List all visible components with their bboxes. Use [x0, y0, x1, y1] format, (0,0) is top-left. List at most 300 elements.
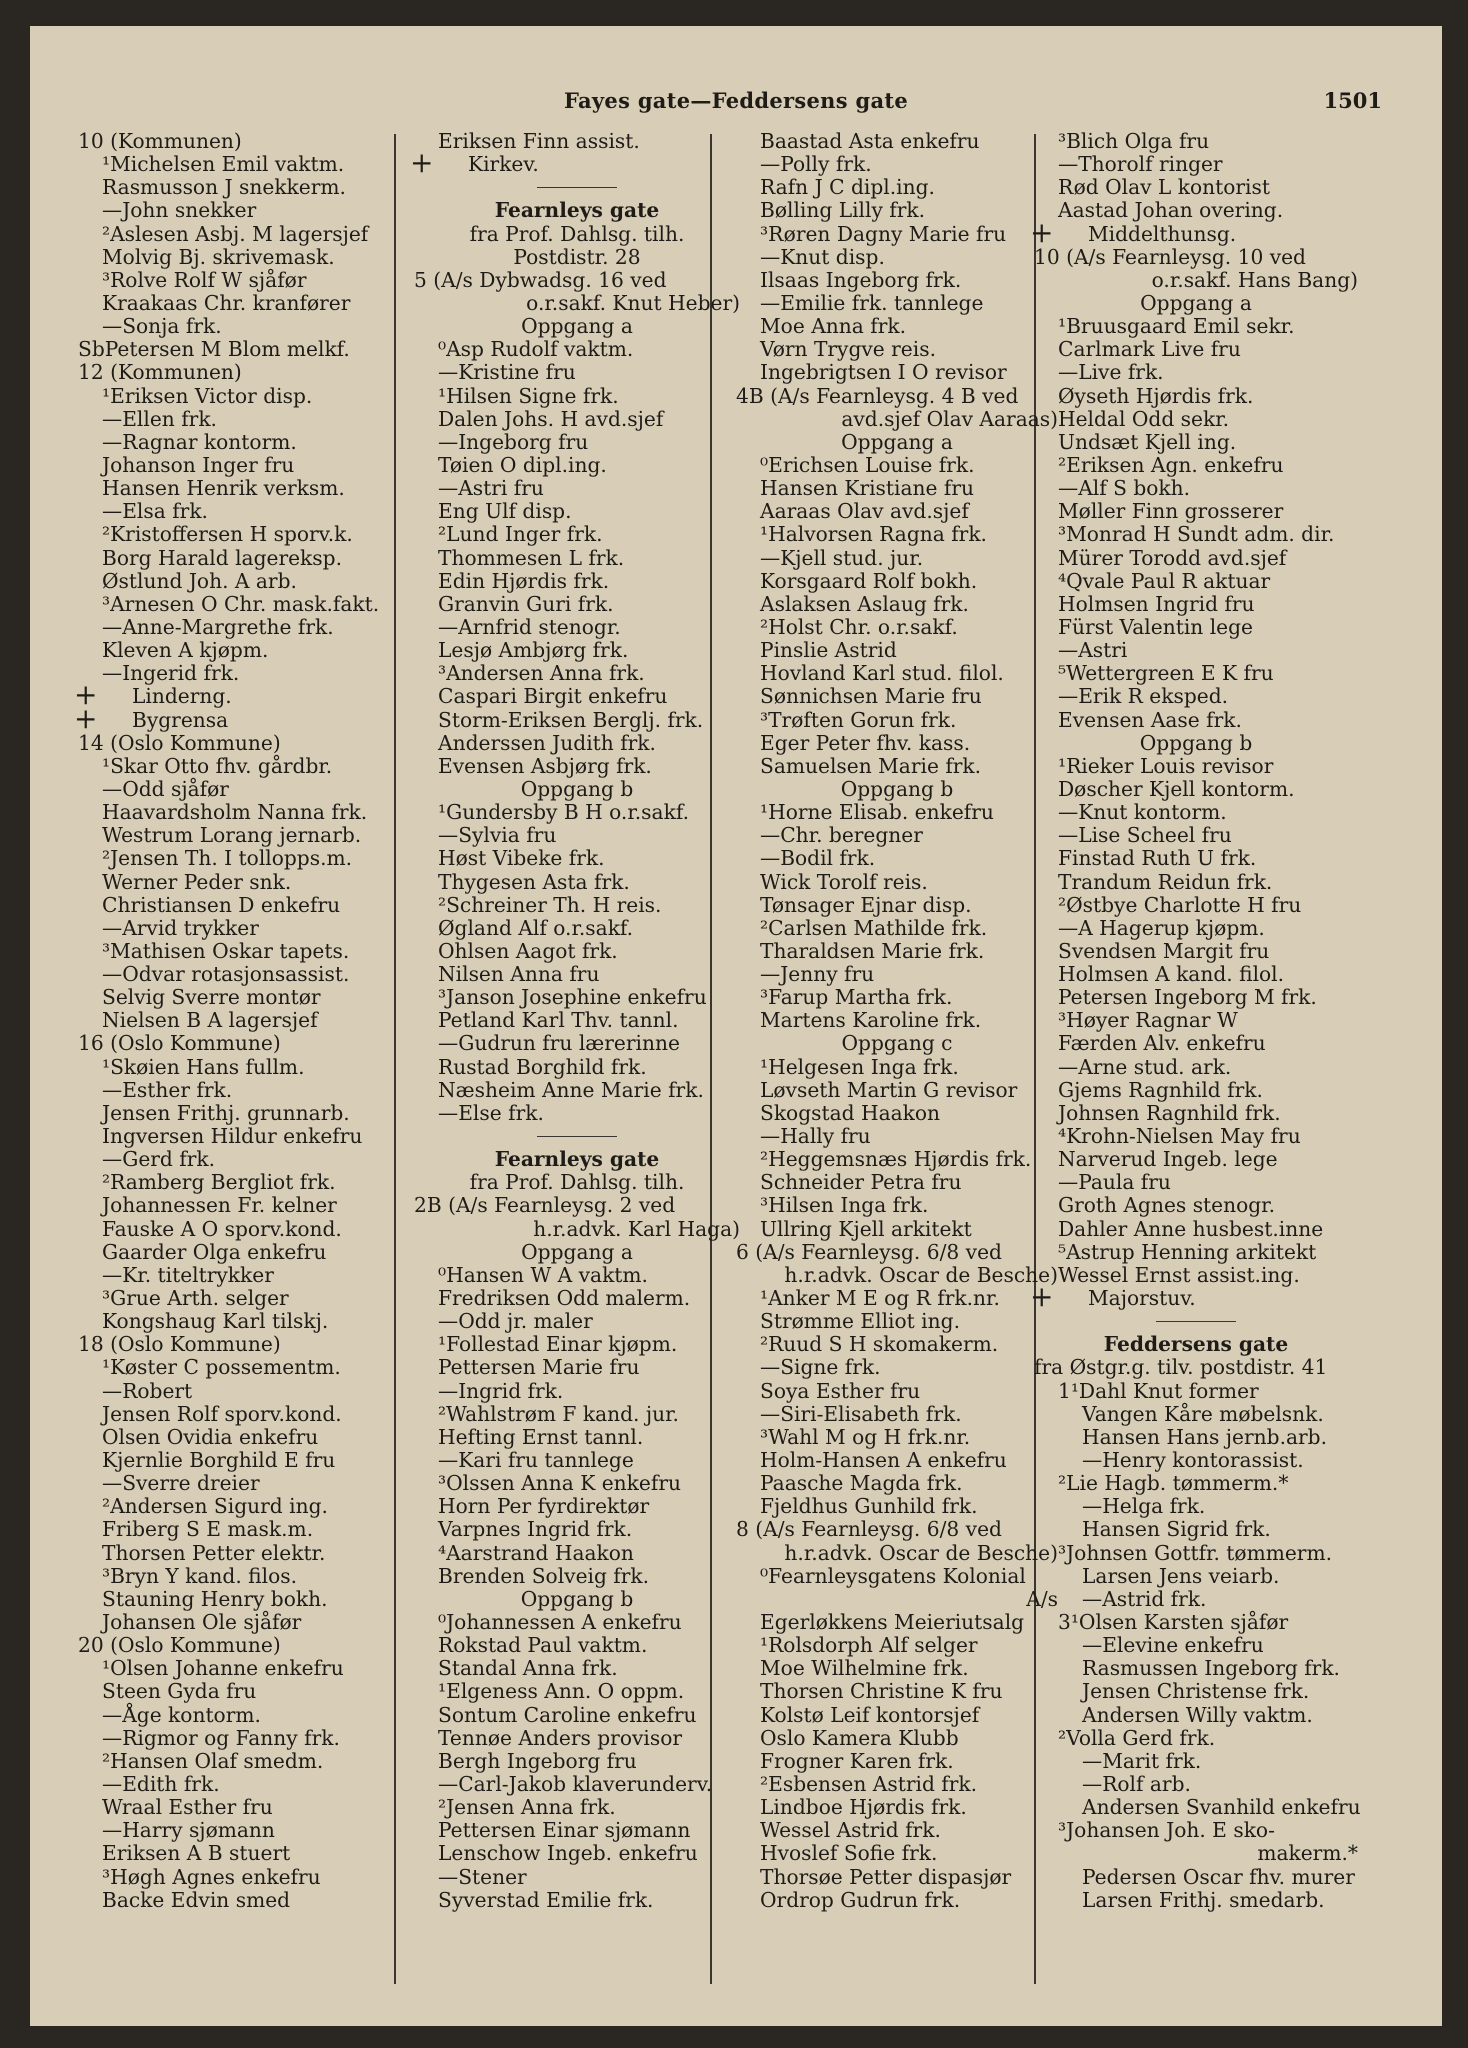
page-title: Fayes gate—Feddersens gate [563, 88, 909, 113]
directory-line: 4B (A/s Fearnleysg. 4 B ved [736, 383, 1019, 408]
directory-line: Brenden Solveig frk. [438, 1563, 650, 1588]
directory-line: Wraal Esther fru [102, 1795, 273, 1820]
directory-line: ¹Elgeness Ann. O oppm. [438, 1679, 685, 1704]
directory-line: Frogner Karen frk. [760, 1748, 954, 1773]
directory-line: ¹Gundersby B H o.r.sakf. [438, 800, 689, 825]
directory-line: Heldal Odd sekr. [1058, 406, 1230, 431]
directory-line: —Harry sjømann [102, 1818, 275, 1843]
directory-line: Ingebrigtsen I O revisor [760, 360, 1007, 385]
directory-line: ¹Helgesen Inga frk. [760, 1054, 959, 1079]
directory-line: Rokstad Paul vaktm. [438, 1633, 648, 1658]
directory-line: —Åge kontorm. [102, 1702, 261, 1727]
directory-line: ¹Anker M E og R frk.nr. [760, 1286, 1000, 1311]
directory-line: Horn Per fyrdirektør [438, 1494, 650, 1519]
directory-line: Ullring Kjell arkitekt [760, 1216, 972, 1241]
directory-line: Østlund Joh. A arb. [102, 568, 297, 593]
directory-line: —Rolf arb. [1082, 1771, 1191, 1796]
directory-line: Tønsager Ejnar disp. [760, 892, 972, 917]
directory-line: 2B (A/s Fearnleysg. 2 ved [414, 1193, 676, 1218]
directory-line: —Robert [102, 1378, 193, 1403]
directory-line: Tennøe Anders provisor [438, 1725, 682, 1750]
directory-line: Jensen Rolf sporv.kond. [102, 1401, 342, 1426]
directory-line: ²Lie Hagb. tømmerm.* [1058, 1471, 1289, 1496]
directory-line: Werner Peder snk. [102, 869, 292, 894]
directory-line: ³Blich Olga fru [1058, 129, 1210, 153]
directory-line: h.r.advk. Karl Haga) [533, 1216, 740, 1241]
directory-line: ⁴Aarstrand Haakon [438, 1540, 634, 1565]
directory-line: Backe Edvin smed [102, 1887, 291, 1912]
directory-line: Dahler Anne husbest.inne [1058, 1216, 1324, 1241]
directory-line: Christiansen D enkefru [102, 892, 341, 917]
directory-line: Ohlsen Aagot frk. [438, 938, 618, 963]
directory-line: —Ingerid frk. [102, 661, 240, 686]
directory-line: ³Johnsen Gottfr. tømmerm. [1058, 1540, 1333, 1565]
directory-line: Haavardsholm Nanna frk. [102, 800, 368, 825]
directory-line: Aastad Johan overing. [1058, 198, 1284, 223]
directory-line: 18 (Oslo Kommune) [78, 1332, 281, 1357]
directory-line: Storm-Eriksen Berglj. frk. [438, 707, 704, 732]
directory-line: 12 (Kommunen) [78, 360, 242, 385]
directory-line: —Sonja frk. [102, 314, 222, 339]
directory-line: Egerløkkens Meieriutsalg [760, 1610, 1025, 1634]
directory-line: Løvseth Martin G revisor [760, 1077, 1018, 1102]
directory-line: —Arnfrid stenogr. [438, 614, 621, 639]
directory-line: Larsen Frithj. smedarb. [1082, 1887, 1325, 1912]
directory-line: —Elsa frk. [102, 499, 208, 524]
column-2 [410, 129, 740, 1912]
subheading: Oppgang b [520, 1586, 634, 1611]
directory-line: ³Trøften Gorun frk. [760, 707, 957, 732]
directory-line: —Rigmor og Fanny frk. [102, 1725, 340, 1750]
cross-street-name: Majorstuv. [1088, 1286, 1196, 1311]
directory-line: —Erik R eksped. [1058, 684, 1229, 709]
directory-line: Bølling Lilly frk. [760, 198, 926, 223]
directory-line: Johanson Inger fru [102, 452, 295, 477]
directory-line: makerm.* [1257, 1841, 1358, 1866]
directory-line: h.r.advk. Oscar de Besche) [784, 1262, 1058, 1287]
directory-line: ²Heggemsnæs Hjørdis frk. [760, 1147, 1032, 1172]
directory-line: fra Østgr.g. tilv. postdistr. 41 [1034, 1355, 1328, 1380]
cross-street-line [74, 701, 388, 735]
directory-line: —Kr. titeltrykker [102, 1262, 274, 1287]
section-divider [414, 176, 740, 199]
directory-line: Friberg S E mask.m. [102, 1517, 314, 1542]
directory-line: Lesjø Ambjørg frk. [438, 638, 629, 663]
directory-line: Petland Karl Thv. tannl. [438, 1008, 679, 1033]
directory-line: ³Andersen Anna frk. [438, 661, 645, 686]
directory-line: 20 (Oslo Kommune) [78, 1633, 281, 1658]
directory-line: Varpnes Ingrid frk. [438, 1517, 633, 1542]
cross-street-line [410, 146, 740, 180]
directory-line: Nielsen B A lagersjef [102, 1008, 318, 1033]
directory-line: ¹Michelsen Emil vaktm. [102, 152, 345, 177]
directory-line: Tharaldsen Marie frk. [760, 938, 985, 963]
directory-line: ³Monrad H Sundt adm. dir. [1058, 522, 1335, 547]
directory-line: Eriksen Finn assist. [438, 129, 640, 153]
directory-line: ¹Skar Otto fhv. gårdbr. [102, 753, 333, 778]
directory-line: ⁰Fearnleysgatens Kolonial [760, 1563, 1026, 1588]
directory-line: 10 (A/s Fearnleysg. 10 ved [1034, 244, 1306, 269]
directory-line: —Astri fru [438, 476, 544, 501]
directory-line: ¹Follestad Einar kjøpm. [438, 1332, 678, 1357]
directory-line: Carlmark Live fru [1058, 337, 1241, 362]
directory-line: ⁵Astrup Henning arkitekt [1058, 1239, 1317, 1264]
directory-line: Oslo Kamera Klubb [760, 1725, 959, 1750]
directory-line: ³Hilsen Inga frk. [760, 1193, 929, 1218]
directory-line: Andersen Willy vaktm. [1082, 1702, 1313, 1727]
directory-line: Rasmusson J snekkerm. [102, 175, 346, 200]
subheading: Oppgang b [520, 776, 634, 801]
cross-street-line [74, 678, 388, 712]
directory-line: —Else frk. [438, 1100, 544, 1125]
cross-street-name: Kirkev. [468, 152, 539, 177]
column-3 [736, 130, 1058, 1912]
directory-line: Vangen Kåre møbelsnk. [1082, 1401, 1324, 1426]
directory-line: —Gerd frk. [102, 1147, 216, 1172]
directory-line: —Esther frk. [102, 1077, 233, 1102]
directory-line: Fredriksen Odd malerm. [438, 1286, 691, 1311]
directory-line: —Gudrun fru lærerinne [438, 1031, 680, 1056]
directory-line: Færden Alv. enkefru [1058, 1031, 1266, 1056]
directory-line: Syverstad Emilie frk. [438, 1887, 654, 1912]
directory-line: Holmsen Ingrid fru [1058, 591, 1255, 616]
directory-line: Lindboe Hjørdis frk. [760, 1795, 967, 1820]
directory-line: ⁴Qvale Paul R aktuar [1058, 568, 1271, 593]
directory-line: Johnsen Ragnhild frk. [1058, 1100, 1281, 1125]
subheading: Oppgang c [841, 1031, 953, 1056]
directory-line: Holm-Hansen A enkefru [760, 1448, 1007, 1473]
directory-line: ²Ramberg Bergliot frk. [102, 1170, 336, 1195]
directory-line: ⁰Asp Rudolf vaktm. [438, 337, 634, 362]
subheading: Oppgang a [1140, 290, 1252, 315]
cross-street-line [1030, 215, 1358, 249]
directory-line: Samuelsen Marie frk. [760, 753, 982, 778]
directory-line: Kleven A kjøpm. [102, 638, 269, 663]
directory-line: Paasche Magda frk. [760, 1471, 963, 1496]
directory-line: ¹Skøien Hans fullm. [102, 1054, 305, 1079]
directory-line: Kraakaas Chr. kranfører [102, 290, 351, 315]
directory-line: 5 (A/s Dybwadsg. 16 ved [414, 267, 667, 292]
directory-line: —Siri-Elisabeth frk. [760, 1401, 962, 1426]
directory-line: Undsæt Kjell ing. [1058, 429, 1237, 454]
column-1 [74, 129, 388, 1912]
directory-line: ³Rolve Rolf W sjåfør [102, 267, 307, 292]
directory-line: Rustad Borghild frk. [438, 1054, 647, 1079]
directory-line: —John snekker [102, 198, 257, 223]
directory-line: h.r.advk. Oscar de Besche) [784, 1540, 1058, 1565]
directory-line: Molvig Bj. skrivemask. [102, 244, 335, 269]
street-heading: Fearnleys gate [494, 1147, 660, 1172]
directory-line: Hovland Karl stud. filol. [760, 661, 1004, 686]
directory-line: Edin Hjørdis frk. [438, 568, 610, 593]
directory-line: Caspari Birgit enkefru [438, 684, 668, 709]
directory-line: 6 (A/s Fearnleysg. 6/8 ved [736, 1239, 1002, 1264]
subheading: Oppgang a [841, 429, 953, 454]
directory-line: Svendsen Margit fru [1058, 938, 1270, 963]
directory-line: Gjems Ragnhild frk. [1058, 1077, 1263, 1102]
cross-street-name: Middelthunsg. [1088, 221, 1237, 246]
cross-street-line [1030, 1280, 1358, 1314]
directory-line: —Chr. beregner [760, 823, 923, 848]
directory-line: —Ingeborg fru [438, 429, 589, 454]
directory-line: 10 (Kommunen) [78, 129, 242, 153]
directory-line: Soya Esther fru [760, 1378, 921, 1403]
directory-line: —A Hagerup kjøpm. [1058, 915, 1265, 940]
directory-line: 14 (Oslo Kommune) [78, 730, 281, 755]
directory-line: ³Høgh Agnes enkefru [102, 1864, 321, 1889]
directory-line: Døscher Kjell kontorm. [1058, 776, 1295, 801]
directory-page [30, 26, 1442, 2026]
directory-line: ²Carlsen Mathilde frk. [760, 915, 988, 940]
directory-line: Korsgaard Rolf bokh. [760, 568, 978, 593]
directory-line: —Edith frk. [102, 1771, 220, 1796]
column-divider [394, 134, 396, 1984]
directory-line: —Ellen frk. [102, 406, 217, 431]
directory-line: —Jenny fru [760, 962, 875, 987]
directory-line: Anderssen Judith frk. [438, 730, 656, 755]
directory-line: Jensen Frithj. grunnarb. [102, 1100, 350, 1125]
directory-line: —Helga frk. [1082, 1494, 1206, 1519]
directory-line: Sønnichsen Marie fru [760, 684, 982, 709]
directory-line: Kjernlie Borghild E fru [102, 1448, 336, 1473]
directory-line: Larsen Jens veiarb. [1082, 1563, 1280, 1588]
directory-line: Rasmussen Ingeborg frk. [1082, 1656, 1340, 1681]
directory-line: Baastad Asta enkefru [760, 129, 980, 153]
directory-line: Petersen Ingeborg M frk. [1058, 985, 1317, 1010]
subheading: Oppgang b [840, 776, 954, 801]
directory-line: Møller Finn grosserer [1058, 499, 1284, 524]
directory-line: Stauning Henry bokh. [102, 1586, 328, 1611]
directory-line: —Lise Scheel fru [1058, 823, 1232, 848]
directory-line: Ilsaas Ingeborg frk. [760, 267, 962, 292]
directory-line: ³Røren Dagny Marie fru [760, 221, 1007, 246]
directory-line: Lenschow Ingeb. enkefru [438, 1841, 698, 1866]
directory-line: Eng Ulf disp. [438, 499, 572, 524]
directory-line: ¹Rolsdorph Alf selger [760, 1633, 978, 1658]
directory-line: Johansen Ole sjåfør [102, 1610, 302, 1634]
directory-line: ²Ruud S H skomakerm. [760, 1332, 999, 1357]
directory-line: —Marit frk. [1082, 1748, 1202, 1773]
page-header [30, 88, 1442, 124]
directory-line: ³Johansen Joh. E sko- [1058, 1818, 1275, 1843]
directory-line: ⁰Johannessen A enkefru [438, 1610, 682, 1634]
directory-line: Pedersen Oscar fhv. murer [1082, 1864, 1355, 1889]
directory-line: ²Andersen Sigurd ing. [102, 1494, 328, 1519]
subheading: Postdistr. 28 [513, 244, 641, 269]
directory-line: Høst Vibeke frk. [438, 846, 605, 871]
directory-line: Granvin Guri frk. [438, 591, 614, 616]
directory-line: 16 (Oslo Kommune) [78, 1031, 281, 1056]
directory-line: ³Arnesen O Chr. mask.fakt. [102, 591, 380, 616]
directory-line: ¹Bruusgaard Emil sekr. [1058, 314, 1295, 339]
directory-line: —Thorolf ringer [1058, 152, 1223, 177]
cross-street-icon: + [74, 701, 98, 735]
directory-line: Aaraas Olav avd.sjef [760, 499, 969, 524]
directory-line: ²Wahlstrøm F kand. jur. [438, 1401, 679, 1426]
directory-line: Westrum Lorang jernarb. [102, 823, 362, 848]
directory-line: o.r.sakf. Hans Bang) [1151, 267, 1358, 292]
directory-line: Hvoslef Sofie frk. [760, 1841, 938, 1866]
directory-line: Ingversen Hildur enkefru [102, 1124, 363, 1149]
directory-line: ²Hansen Olaf smedm. [102, 1748, 324, 1773]
directory-line: ²Jensen Anna frk. [438, 1795, 616, 1820]
directory-line: ³Grue Arth. selger [102, 1286, 289, 1311]
directory-line: ³Mathisen Oskar tapets. [102, 938, 350, 963]
directory-line: Moe Wilhelmine frk. [760, 1656, 969, 1681]
page-number: 1501 [1323, 88, 1382, 113]
directory-line: Nilsen Anna fru [438, 962, 600, 987]
directory-line: —Kari fru tannlege [438, 1448, 634, 1473]
directory-line: ³Høyer Ragnar W [1058, 1008, 1238, 1033]
directory-line: 1¹Dahl Knut former [1058, 1378, 1259, 1403]
directory-line: ⁰Erichsen Louise frk. [760, 452, 975, 477]
directory-line: Standal Anna frk. [438, 1656, 618, 1681]
directory-line: Andersen Svanhild enkefru [1082, 1795, 1361, 1820]
directory-line: Øgland Alf o.r.sakf. [438, 915, 634, 940]
directory-line: —Carl-Jakob klaverunderv. [438, 1771, 713, 1796]
directory-line: Wick Torolf reis. [760, 869, 928, 894]
directory-line: Hansen Sigrid frk. [1082, 1517, 1271, 1542]
cross-street-icon: + [1030, 215, 1054, 249]
directory-line: —Elevine enkefru [1082, 1633, 1264, 1658]
section-divider [414, 1125, 740, 1148]
directory-line: Næsheim Anne Marie frk. [438, 1077, 704, 1102]
directory-line: —Astrid frk. [1082, 1586, 1207, 1611]
directory-line: A/s [1026, 1586, 1058, 1611]
directory-line: —Odvar rotasjonsassist. [102, 962, 350, 987]
cross-street-name: Bygrensa [132, 707, 229, 732]
directory-line: ¹Horne Elisab. enkefru [760, 800, 994, 825]
directory-line: ¹Eriksen Victor disp. [102, 383, 313, 408]
directory-line: ²Aslesen Asbj. M lagersjef [102, 221, 369, 246]
directory-line: —Ragnar kontorm. [102, 429, 297, 454]
directory-line: ⁰Hansen W A vaktm. [438, 1262, 648, 1287]
directory-line: Martens Karoline frk. [760, 1008, 982, 1033]
directory-line: —Bodil frk. [760, 846, 876, 871]
directory-line: Thorsøe Petter dispasjør [760, 1864, 1012, 1889]
directory-line: ²Kristoffersen H sporv.k. [102, 522, 353, 547]
directory-line: Tøien O dipl.ing. [438, 452, 607, 477]
directory-line: Moe Anna frk. [760, 314, 906, 339]
directory-line: ¹Rieker Louis revisor [1058, 753, 1274, 778]
directory-line: Strømme Elliot ing. [760, 1309, 960, 1334]
directory-line: ¹Olsen Johanne enkefru [102, 1656, 344, 1681]
directory-line: SbPetersen M Blom melkf. [78, 337, 350, 362]
directory-line: —Alf S bokh. [1058, 476, 1191, 501]
directory-line: Kongshaug Karl tilskj. [102, 1309, 329, 1334]
directory-line: ²Holst Chr. o.r.sakf. [760, 614, 958, 639]
directory-line: —Stener [438, 1864, 527, 1889]
directory-line: Sontum Caroline enkefru [438, 1702, 697, 1727]
street-heading: Feddersens gate [1103, 1332, 1289, 1357]
directory-line: Hansen Hans jernb.arb. [1082, 1424, 1328, 1449]
directory-line: Fjeldhus Gunhild frk. [760, 1494, 978, 1519]
directory-line: Rød Olav L kontorist [1058, 175, 1270, 200]
directory-line: ²Esbensen Astrid frk. [760, 1771, 978, 1796]
cross-street-icon: + [410, 146, 434, 180]
directory-line: ²Schreiner Th. H reis. [438, 892, 662, 917]
directory-line: —Kristine fru [438, 360, 576, 385]
directory-line: Fauske A O sporv.kond. [102, 1216, 342, 1241]
directory-line: Finstad Ruth U frk. [1058, 846, 1257, 871]
directory-line: ³Olssen Anna K enkefru [438, 1471, 681, 1496]
directory-line: Mürer Torodd avd.sjef [1058, 545, 1287, 570]
directory-line: —Anne-Margrethe frk. [102, 614, 334, 639]
directory-line: —Hally fru [760, 1124, 871, 1149]
directory-line: Øyseth Hjørdis frk. [1058, 383, 1254, 408]
directory-line: —Polly frk. [760, 152, 872, 177]
subheading: fra Prof. Dahlsg. tilh. [469, 1170, 685, 1195]
directory-line: ²Volla Gerd frk. [1058, 1725, 1216, 1750]
directory-line: Schneider Petra fru [760, 1170, 962, 1195]
directory-line: Thorsen Christine K fru [760, 1679, 1003, 1704]
directory-line: Selvig Sverre montør [102, 985, 321, 1010]
directory-line: Ordrop Gudrun frk. [760, 1887, 961, 1912]
directory-line: Hansen Kristiane fru [760, 476, 975, 501]
directory-line: —Arne stud. ark. [1058, 1054, 1232, 1079]
directory-line: Gaarder Olga enkefru [102, 1239, 327, 1264]
directory-line: —Odd sjåfør [102, 776, 229, 801]
directory-line: —Astri [1058, 638, 1128, 663]
directory-line: Wessel Astrid frk. [760, 1818, 941, 1843]
directory-line: ³Bryn Y kand. filos. [102, 1563, 298, 1588]
cross-street-icon: + [1030, 1280, 1054, 1314]
directory-line: —Paula fru [1058, 1170, 1171, 1195]
directory-line: —Arvid trykker [102, 915, 259, 940]
directory-line: Trandum Reidun frk. [1058, 869, 1273, 894]
directory-line: ²Jensen Th. I tollopps.m. [102, 846, 353, 871]
directory-line: —Kjell stud. jur. [760, 545, 924, 570]
directory-line: Jensen Christense frk. [1082, 1679, 1310, 1704]
directory-line: Aslaksen Aslaug frk. [760, 591, 969, 616]
directory-line: ⁵Wettergreen E K fru [1058, 661, 1274, 686]
subheading: Oppgang a [521, 1239, 633, 1264]
directory-line: Eger Peter fhv. kass. [760, 730, 971, 755]
directory-line: —Emilie frk. tannlege [760, 290, 984, 315]
directory-line: —Live frk. [1058, 360, 1164, 385]
directory-line: ¹Køster C possementm. [102, 1355, 341, 1380]
directory-line: Pettersen Einar sjømann [438, 1818, 691, 1843]
directory-line: —Ingrid frk. [438, 1378, 564, 1403]
directory-line: Evensen Aase frk. [1058, 707, 1242, 732]
directory-line: Pinslie Astrid [760, 638, 897, 663]
directory-line: Pettersen Marie fru [438, 1355, 640, 1380]
subheading: Oppgang b [1139, 730, 1253, 755]
cross-street-name: Linderng. [132, 684, 232, 709]
directory-line: Wessel Ernst assist.ing. [1058, 1262, 1300, 1287]
directory-line: ³Wahl M og H frk.nr. [760, 1424, 971, 1449]
directory-line: ³Farup Martha frk. [760, 985, 953, 1010]
directory-line: 3¹Olsen Karsten sjåfør [1058, 1610, 1289, 1634]
directory-line: 8 (A/s Fearnleysg. 6/8 ved [736, 1517, 1002, 1542]
directory-line: Eriksen A B stuert [102, 1841, 291, 1866]
directory-line: Johannessen Fr. kelner [102, 1193, 337, 1218]
directory-line: ²Eriksen Agn. enkefru [1058, 452, 1284, 477]
directory-line: Groth Agnes stenogr. [1058, 1193, 1276, 1218]
directory-line: Holmsen A kand. filol. [1058, 962, 1285, 987]
directory-line: —Signe frk. [760, 1355, 881, 1380]
directory-line: Thommesen L frk. [438, 545, 625, 570]
directory-line: ⁴Krohn-Nielsen May fru [1058, 1124, 1301, 1149]
directory-line: Thorsen Petter elektr. [102, 1540, 326, 1565]
directory-line: —Sverre dreier [102, 1471, 260, 1496]
directory-line: ³Janson Josephine enkefru [438, 985, 707, 1010]
directory-line: Dalen Johs. H avd.sjef [438, 406, 664, 431]
column-4 [1030, 129, 1361, 1912]
directory-line: —Odd jr. maler [438, 1309, 593, 1334]
directory-line: Bergh Ingeborg fru [438, 1748, 637, 1773]
directory-line: ²Østbye Charlotte H fru [1058, 892, 1302, 917]
